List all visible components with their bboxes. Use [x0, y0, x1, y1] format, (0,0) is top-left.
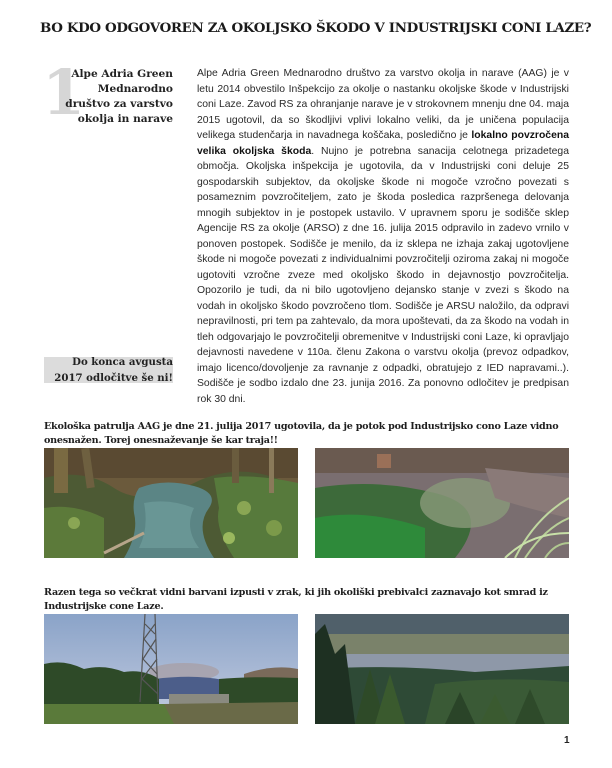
algae-water-photo: [315, 448, 569, 558]
valley-forest-photo: [315, 614, 569, 724]
article-paragraph-rest: . Nujno je potrebna sanacija celotnega prizadetega območja. Okoljska inšpekcija je ugotovila, da v Industrijski coni deluje 25 gospodarskih subjektov, da okoljske škode ni mogoče vzročno povezati s posameznim povzročiteljem, zato je škoda posledica razpršenega delovanja mnogih subjektov in je postopek ustavilo. V upravnem sporu je sodišče sklep Agencije RS za okolje (ARSO) z dne 16. julija 2015 odpravilo in zadevo vrnilo v ponoven postopek. Sodišče je menilo, da iz sklepa ne izhaja zakaj ugotovljene škode ni mogoče povezati z individualnimi povzročitelji oziroma zakaj ni mogoče ugotoviti vzročne zveze med okoljsko škodo in dejavnostjo povzročitelja. Opozorilo je tudi, da ni bilo ugotovljeno dejansko stanje v zvezi s škodo na vodah in okoljsko škodo povzročeno tlom. Sodišče je ARSU naložilo, da odpravi nepravilnosti, pri tem pa zahtevalo, da mora upoštevati, da za škodo na vodah in tleh odgovarjajo le povzročitelji obremenitve v Industrijski coni Laze, ki opravljajo dejavnosti navedene v 110a. členu Zakona o varstvu okolja (prevoz odpadkov, imajo licenco/dovoljenje za ravnanje z odpadki, obratujejo z IED napravami..). Sodišče je sodbo izdalo dne 23. junija 2016. Za ponovno odločitev je predpisan rok 30 dni.: [197, 145, 569, 405]
section-number: 1: [42, 56, 86, 129]
article-emphasis: lokalno povzročena velika okoljska škoda: [197, 130, 569, 157]
sidebar-heading: Alpe Adria Green Mednarodno društvo za varstvo okolja in narave: [65, 68, 173, 125]
article-body: [197, 66, 569, 407]
polluted-stream-photo: [44, 448, 298, 558]
page-title: BO KDO ODGOVOREN ZA OKOLJSKO ŠKODO V INDUSTRIJSKI CONI LAZE?: [40, 20, 592, 36]
photo-caption-2: Razen tega so večkrat vidni barvani izpusti v zrak, ki jih okoliški prebivalci zaznavajo kot smrad iz Industrijske cone Laze.: [44, 587, 548, 612]
power-pylon-smoke-photo: [44, 614, 298, 724]
photo-caption-1: Ekološka patrulja AAG je dne 21. julija 2017 ugotovila, da je potok pod Industrijsko cono Laze vidno onesnažen. Torej onesnaževanje še kar traja!!: [44, 421, 559, 446]
page-number: 1: [564, 735, 570, 746]
article-paragraph-start: Alpe Adria Green Mednarodno društvo za varstvo okolja in narave (AAG) je v letu 2014 obvestilo Inšpekcijo za okolje o nastanku okoljske škode v Industrijski coni Laze. Zavod RS za ohranjanje narave je v strokovnem mnenju dne 04. maja 2015 ugotovil, da so škodljivi vplivi lokalno veliki, da je uničena populacija velikega studenčarja in navadnega koščaka, posledično je: [197, 68, 569, 141]
callout-text: Do konca avgusta 2017 odločitve še ni!: [54, 356, 173, 384]
